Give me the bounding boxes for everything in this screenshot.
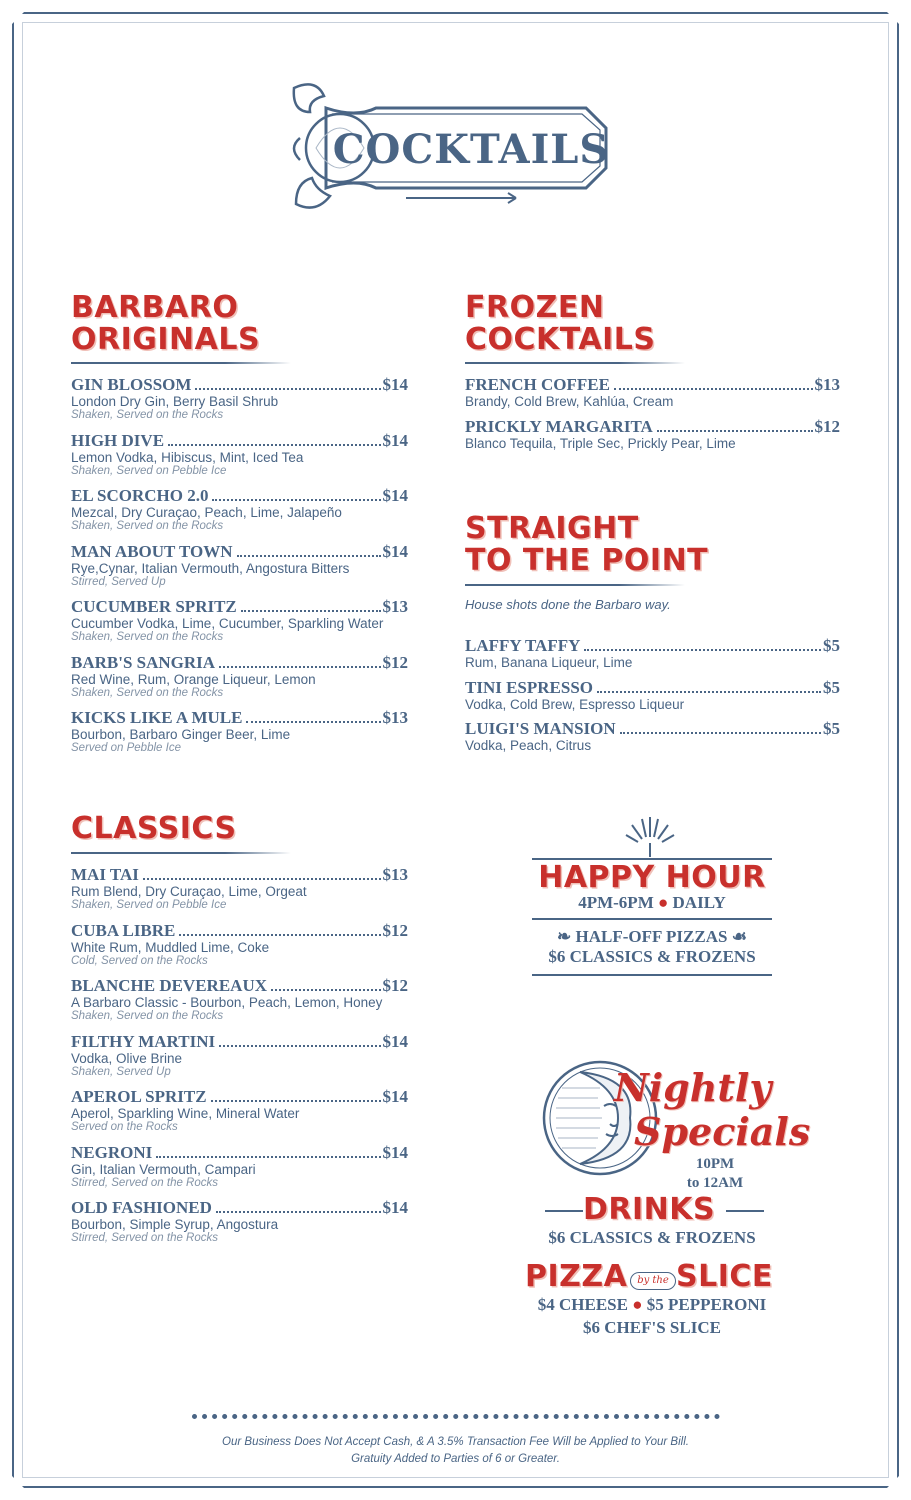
footer-line2: Gratuity Added to Parties of 6 or Greater. bbox=[351, 1453, 560, 1465]
frozen-title-line1: FROZEN bbox=[465, 290, 605, 325]
menu-item-description: Vodka, Olive Brine bbox=[71, 1050, 183, 1066]
dot-leader bbox=[241, 610, 381, 612]
menu-item-price: $14 bbox=[382, 1087, 408, 1106]
menu-item-name: MAN ABOUT TOWN bbox=[71, 541, 233, 561]
dot-leader bbox=[584, 649, 821, 651]
dot-leader bbox=[219, 666, 380, 668]
happy-hour-time bbox=[500, 893, 804, 913]
menu-item-name: OLD FASHIONED bbox=[71, 1198, 212, 1217]
pizza-word: PIZZA bbox=[525, 1259, 628, 1294]
menu-item-price: $12 bbox=[382, 976, 408, 995]
menu-item-price: $14 bbox=[382, 1198, 408, 1217]
menu-item-description: Lemon Vodka, Hibiscus, Mint, Iced Tea bbox=[71, 449, 304, 465]
menu-item-name: BLANCHE DEVEREAUX bbox=[71, 976, 267, 995]
classics-rule bbox=[71, 852, 291, 854]
happy-hour-days: DAILY bbox=[672, 893, 726, 912]
menu-item bbox=[465, 376, 840, 409]
chef-slice-price: $6 CHEF'S SLICE bbox=[583, 1318, 721, 1337]
menu-item-description: Vodka, Peach, Citrus bbox=[465, 738, 592, 753]
cheese-price: $4 CHEESE bbox=[537, 1295, 628, 1314]
menu-item bbox=[465, 418, 840, 451]
menu-item-name: CUBA LIBRE bbox=[71, 920, 176, 940]
menu-item-price: $13 bbox=[814, 375, 840, 394]
menu-item-description: Gin, Italian Vermouth, Campari bbox=[71, 1161, 256, 1177]
menu-item bbox=[71, 1088, 408, 1134]
menu-item-price: $13 bbox=[382, 865, 408, 884]
menu-item-price: $5 bbox=[823, 636, 840, 655]
menu-item-note: Stirred, Served on the Rocks bbox=[71, 1176, 219, 1189]
straight-subtitle: House shots done the Barbaro way. bbox=[465, 597, 671, 612]
menu-item-price: $14 bbox=[382, 541, 408, 561]
menu-item bbox=[465, 720, 840, 753]
menu-item-header bbox=[71, 432, 408, 450]
footer-line1: Our Business Does Not Accept Cash, & A 3.5% Transaction Fee Will be Applied to Your Bill. bbox=[222, 1436, 689, 1448]
menu-item-header bbox=[71, 376, 408, 394]
menu-item-description: White Rum, Muddled Lime, Coke bbox=[71, 939, 270, 955]
menu-item bbox=[71, 922, 408, 968]
drinks-line: $6 CLASSICS & FROZENS bbox=[548, 1228, 756, 1247]
dot-leader bbox=[195, 388, 380, 390]
slice-word: SLICE bbox=[676, 1259, 773, 1294]
happy-hour-pizzas: HALF-OFF PIZZAS bbox=[575, 927, 728, 946]
menu-item-price: $5 bbox=[823, 719, 840, 738]
menu-item-name: APEROL SPRITZ bbox=[71, 1087, 207, 1106]
menu-item-price: $13 bbox=[382, 708, 408, 727]
menu-item-note: Shaken, Served on the Rocks bbox=[71, 631, 224, 643]
menu-item-header bbox=[465, 418, 840, 436]
menu-item-name: MAI TAI bbox=[71, 865, 139, 884]
menu-item-name: GIN BLOSSOM bbox=[71, 375, 192, 394]
menu-item-header bbox=[465, 679, 840, 697]
dot-leader bbox=[168, 444, 380, 446]
menu-item-header bbox=[71, 543, 408, 561]
pepperoni-price: $5 PEPPERONI bbox=[646, 1295, 767, 1314]
happy-hour-line1 bbox=[500, 927, 804, 947]
menu-item-name: NEGRONI bbox=[71, 1142, 153, 1162]
dot-leader bbox=[614, 388, 813, 390]
menu-item bbox=[71, 376, 408, 422]
originals-title-line1: BARBARO bbox=[71, 290, 239, 325]
menu-item-price: $14 bbox=[382, 430, 408, 450]
menu-item-header bbox=[71, 598, 408, 616]
nightly-time-start: 10PM bbox=[695, 1156, 735, 1172]
menu-item-description: Red Wine, Rum, Orange Liqueur, Lemon bbox=[71, 671, 316, 687]
menu-item-name: BARB'S SANGRIA bbox=[71, 652, 216, 672]
dot-leader bbox=[597, 691, 821, 693]
by-the-badge: by the bbox=[630, 1272, 676, 1290]
red-dot-icon: ● bbox=[658, 893, 669, 912]
menu-item-description: Aperol, Sparkling Wine, Mineral Water bbox=[71, 1106, 300, 1121]
straight-rule bbox=[465, 584, 685, 586]
dot-leader bbox=[237, 555, 381, 557]
frozen-rule bbox=[465, 362, 685, 364]
menu-item-price: $12 bbox=[382, 652, 408, 672]
drinks-title: DRINKS bbox=[583, 1192, 716, 1227]
section-title-straight bbox=[465, 513, 708, 577]
menu-item-header bbox=[71, 1199, 408, 1217]
dot-leader bbox=[143, 878, 381, 880]
dot-leader bbox=[620, 732, 821, 734]
menu-item bbox=[71, 709, 408, 755]
menu-item-header bbox=[71, 922, 408, 940]
menu-item-header bbox=[71, 977, 408, 995]
menu-item-name: PRICKLY MARGARITA bbox=[465, 416, 653, 436]
menu-item bbox=[71, 977, 408, 1023]
menu-item-name: FILTHY MARTINI bbox=[71, 1031, 216, 1051]
menu-item-name: FRENCH COFFEE bbox=[465, 375, 610, 394]
dot-leader bbox=[657, 430, 813, 432]
menu-item bbox=[465, 679, 840, 712]
menu-item-header bbox=[71, 487, 408, 505]
menu-item-header bbox=[71, 866, 408, 884]
dot-leader bbox=[219, 1045, 380, 1047]
menu-item-name: KICKS LIKE A MULE bbox=[71, 708, 243, 727]
dot-leader bbox=[216, 1211, 381, 1213]
menu-item bbox=[465, 637, 840, 670]
menu-item-name: TINI ESPRESSO bbox=[465, 677, 594, 697]
menu-item-description: Rum Blend, Dry Curaçao, Lime, Orgeat bbox=[71, 884, 307, 899]
dot-leader bbox=[246, 721, 380, 723]
nightly-script-1: Nightly bbox=[614, 1065, 772, 1110]
happy-hour-line2: $6 CLASSICS & FROZENS bbox=[548, 947, 756, 966]
menu-item bbox=[71, 487, 408, 533]
flourish-right-icon: ☙ bbox=[731, 927, 747, 946]
menu-item-header bbox=[71, 1033, 408, 1051]
menu-item-note: Shaken, Served on the Rocks bbox=[71, 1010, 224, 1022]
menu-item bbox=[71, 432, 408, 478]
happy-hour-title: HAPPY HOUR bbox=[538, 860, 766, 895]
menu-item bbox=[71, 654, 408, 700]
menu-item-price: $13 bbox=[382, 597, 408, 616]
slice-prices bbox=[500, 1295, 804, 1315]
menu-item-note: Stirred, Served on the Rocks bbox=[71, 1232, 219, 1244]
red-dot-icon: ● bbox=[632, 1295, 643, 1314]
happy-hour-hours: 4PM-6PM bbox=[578, 893, 654, 912]
menu-item-note: Shaken, Served Up bbox=[71, 1065, 171, 1078]
drinks-rule-right bbox=[726, 1210, 764, 1212]
menu-item-price: $14 bbox=[382, 375, 408, 394]
straight-title-line2: TO THE POINT bbox=[465, 543, 709, 578]
happy-hour-mid-rule bbox=[532, 918, 772, 920]
dot-leader bbox=[212, 499, 380, 501]
dot-leader bbox=[156, 1156, 380, 1158]
section-title-frozen bbox=[465, 292, 656, 356]
menu-item-header bbox=[465, 720, 840, 738]
menu-item-description: Mezcal, Dry Curaçao, Peach, Lime, Jalapeño bbox=[71, 505, 342, 520]
menu-item-note: Shaken, Served on the Rocks bbox=[71, 686, 224, 699]
dot-leader bbox=[179, 934, 380, 936]
flourish-left-icon: ❧ bbox=[557, 927, 572, 946]
menu-item-name: CUCUMBER SPRITZ bbox=[71, 597, 237, 616]
menu-item-note: Served on the Rocks bbox=[71, 1121, 178, 1133]
menu-item-description: Rye,Cynar, Italian Vermouth, Angostura Bitters bbox=[71, 560, 350, 576]
menu-item-header bbox=[465, 637, 840, 655]
menu-item-header bbox=[71, 654, 408, 672]
menu-item-header bbox=[465, 376, 840, 394]
straight-title-line1: STRAIGHT bbox=[465, 511, 639, 546]
menu-item-description: Cucumber Vodka, Lime, Cucumber, Sparkling Water bbox=[71, 616, 384, 631]
menu-item-description: London Dry Gin, Berry Basil Shrub bbox=[71, 394, 279, 409]
section-title-classics: CLASSICS bbox=[71, 811, 237, 846]
cocktails-logo bbox=[286, 78, 616, 214]
menu-item-note: Shaken, Served on Pebble Ice bbox=[71, 899, 227, 911]
menu-item-name: HIGH DIVE bbox=[71, 430, 165, 450]
menu-item-description: A Barbaro Classic - Bourbon, Peach, Lemon, Honey bbox=[71, 995, 383, 1010]
menu-item bbox=[71, 866, 408, 912]
menu-item-price: $5 bbox=[823, 677, 840, 697]
section-title-originals bbox=[71, 292, 260, 356]
menu-item bbox=[71, 1144, 408, 1190]
menu-item-price: $14 bbox=[382, 1142, 408, 1162]
nightly-script-2: Specials bbox=[634, 1109, 811, 1154]
originals-rule bbox=[71, 362, 291, 364]
menu-item-description: Bourbon, Simple Syrup, Angostura bbox=[71, 1217, 279, 1232]
menu-item-description: Bourbon, Barbaro Ginger Beer, Lime bbox=[71, 727, 291, 742]
menu-item-price: $14 bbox=[382, 1031, 408, 1051]
nightly-time-end: to 12AM bbox=[686, 1175, 744, 1191]
sunburst-icon bbox=[620, 815, 680, 859]
menu-item-note: Stirred, Served Up bbox=[71, 575, 166, 588]
menu-item-note: Cold, Served on the Rocks bbox=[71, 954, 208, 967]
menu-item-price: $14 bbox=[382, 486, 408, 505]
menu-item-name: EL SCORCHO 2.0 bbox=[71, 486, 209, 505]
menu-item bbox=[71, 1033, 408, 1079]
dot-leader bbox=[271, 989, 381, 991]
menu-item-price: $12 bbox=[814, 416, 840, 436]
menu-item-header bbox=[71, 1144, 408, 1162]
menu-item-description: Rum, Banana Liqueur, Lime bbox=[465, 655, 633, 670]
menu-item-name: LUIGI'S MANSION bbox=[465, 719, 616, 738]
drinks-rule-left bbox=[545, 1210, 583, 1212]
happy-hour-bottom-rule bbox=[532, 974, 772, 976]
menu-item-note: Shaken, Served on Pebble Ice bbox=[71, 464, 227, 477]
menu-item-note: Served on Pebble Ice bbox=[71, 742, 181, 754]
menu-item-description: Vodka, Cold Brew, Espresso Liqueur bbox=[465, 696, 685, 712]
menu-item-price: $12 bbox=[382, 920, 408, 940]
logo-text: COCKTAILS bbox=[332, 125, 610, 173]
menu-item-description: Brandy, Cold Brew, Kahlúa, Cream bbox=[465, 394, 674, 409]
menu-item-header bbox=[71, 709, 408, 727]
originals-title-line2: ORIGINALS bbox=[71, 322, 261, 357]
menu-item bbox=[71, 543, 408, 589]
menu-item bbox=[71, 1199, 408, 1245]
menu-item bbox=[71, 598, 408, 644]
footer-dotted-rule bbox=[192, 1414, 720, 1419]
menu-item-note: Shaken, Served on the Rocks bbox=[71, 409, 224, 421]
frozen-title-line2: COCKTAILS bbox=[465, 322, 656, 357]
menu-item-name: LAFFY TAFFY bbox=[465, 636, 581, 655]
menu-item-description: Blanco Tequila, Triple Sec, Prickly Pear, Lime bbox=[465, 435, 736, 451]
menu-item-note: Shaken, Served on the Rocks bbox=[71, 520, 224, 532]
dot-leader bbox=[211, 1100, 381, 1102]
menu-item-header bbox=[71, 1088, 408, 1106]
